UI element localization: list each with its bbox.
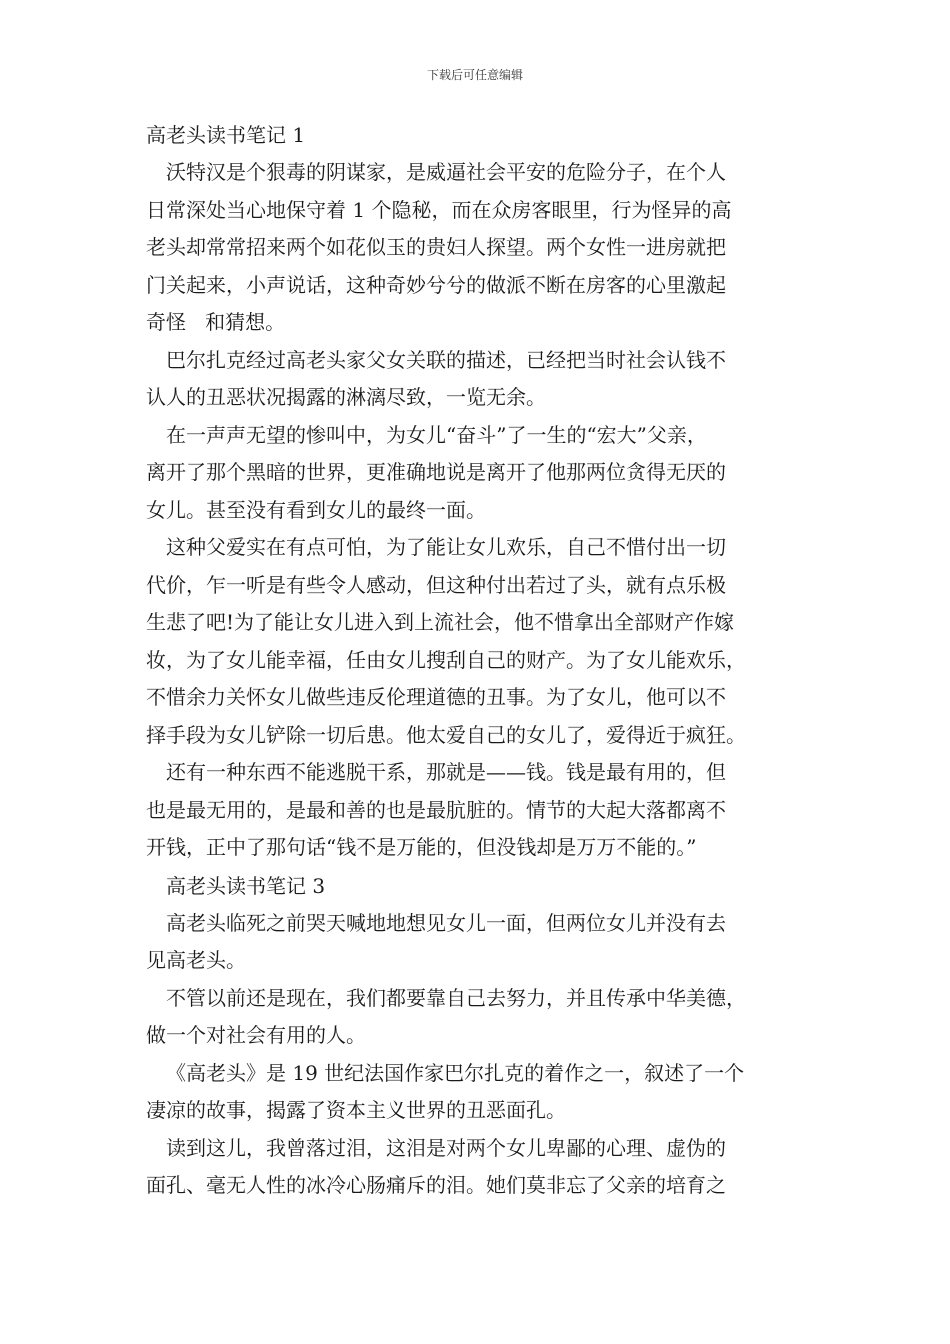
paragraph-line: 开钱，正中了那句话“钱不是万能的，但没钱却是万万不能的。” (146, 835, 697, 859)
paragraph-line: 奇怪 和猜想。 (146, 310, 286, 334)
paragraph-line: 做一个对社会有用的人。 (146, 1023, 366, 1047)
paragraph-5 (146, 754, 814, 867)
paragraph-line: 女儿。甚至没有看到女儿的最终一面。 (146, 497, 486, 522)
document-body (146, 116, 814, 1205)
paragraph-line: 妆，为了女儿能幸福，任由女儿搜刮自己的财产。为了女儿能欢乐， (146, 647, 746, 672)
paragraph-line: 巴尔扎克经过高老头家父女关联的描述，已经把当时社会认钱不 (166, 347, 726, 372)
paragraph-3 (146, 417, 814, 530)
paragraph-line: 日常深处当心地保守着 1 个隐秘，而在众房客眼里，行为怪异的高 (146, 197, 732, 222)
paragraph-1 (146, 154, 814, 342)
paragraph-6 (146, 905, 814, 980)
paragraph-line: 代价，乍一听是有些令人感动，但这种付出若过了头，就有点乐极 (146, 572, 726, 597)
paragraph-line: 老头却常常招来两个如花似玉的贵妇人探望。两个女性一进房就把 (146, 235, 726, 259)
paragraph-line: 也是最无用的，是最和善的也是最肮脏的。情节的大起大落都离不 (146, 797, 726, 822)
paragraph-line: 认人的丑恶状况揭露的淋漓尽致，一览无余。 (146, 385, 546, 409)
paragraph-line: 这种父爱实在有点可怕，为了能让女儿欢乐，自己不惜付出一切 (166, 535, 726, 559)
paragraph-line: 面孔、毫无人性的冰冷心肠痛斥的泪。她们莫非忘了父亲的培育之 (146, 1173, 726, 1197)
paragraph-line: 门关起来，小声说话，这种奇妙兮兮的做派不断在房客的心里激起 (146, 272, 726, 297)
paragraph-line: 高老头临死之前哭天喊地地想见女儿一面，但两位女儿并没有去 (166, 910, 726, 935)
paragraph-line: 凄凉的故事，揭露了资本主义世界的丑恶面孔。 (146, 1098, 566, 1122)
section-title-1: 高老头读书笔记 1 (146, 123, 306, 147)
paragraph-line: 还有一种东西不能逃脱干系，那就是——钱。钱是最有用的，但 (166, 760, 726, 784)
paragraph-7 (146, 980, 814, 1055)
paragraph-9 (146, 1130, 814, 1205)
paragraph-4 (146, 529, 814, 754)
paragraph-8 (146, 1055, 814, 1130)
paragraph-line: 读到这儿，我曾落过泪，这泪是对两个女儿卑鄙的心理、虚伪的 (166, 1135, 726, 1160)
paragraph-line: 择手段为女儿铲除一切后患。他太爱自己的女儿了，爱得近于疯狂。 (146, 722, 746, 747)
paragraph-line: 生悲了吧!为了能让女儿进入到上流社会，他不惜拿出全部财产作嫁 (146, 610, 735, 634)
paragraph-line: 不管以前还是现在，我们都要靠自己去努力，并且传承中华美德， (166, 985, 746, 1010)
page-header-note: 下载后可任意编辑 (426, 68, 523, 82)
paragraph-line: 《高老头》是 19 世纪法国作家巴尔扎克的着作之一，叙述了一个 (166, 1060, 745, 1085)
paragraph-line: 不惜余力关怀女儿做些违反伦理道德的丑事。为了女儿，他可以不 (146, 685, 726, 709)
paragraph-line: 沃特汉是个狠毒的阴谋家，是威逼社会平安的危险分子，在个人 (166, 160, 726, 184)
paragraph-line: 见高老头。 (146, 948, 246, 972)
paragraph-2 (146, 342, 814, 417)
paragraph-line: 在一声声无望的惨叫中，为女儿“奋斗”了一生的“宏大”父亲， (166, 422, 707, 447)
paragraph-line: 离开了那个黑暗的世界，更准确地说是离开了他那两位贪得无厌的 (146, 460, 726, 484)
section-title-3: 高老头读书笔记 3 (166, 873, 326, 898)
